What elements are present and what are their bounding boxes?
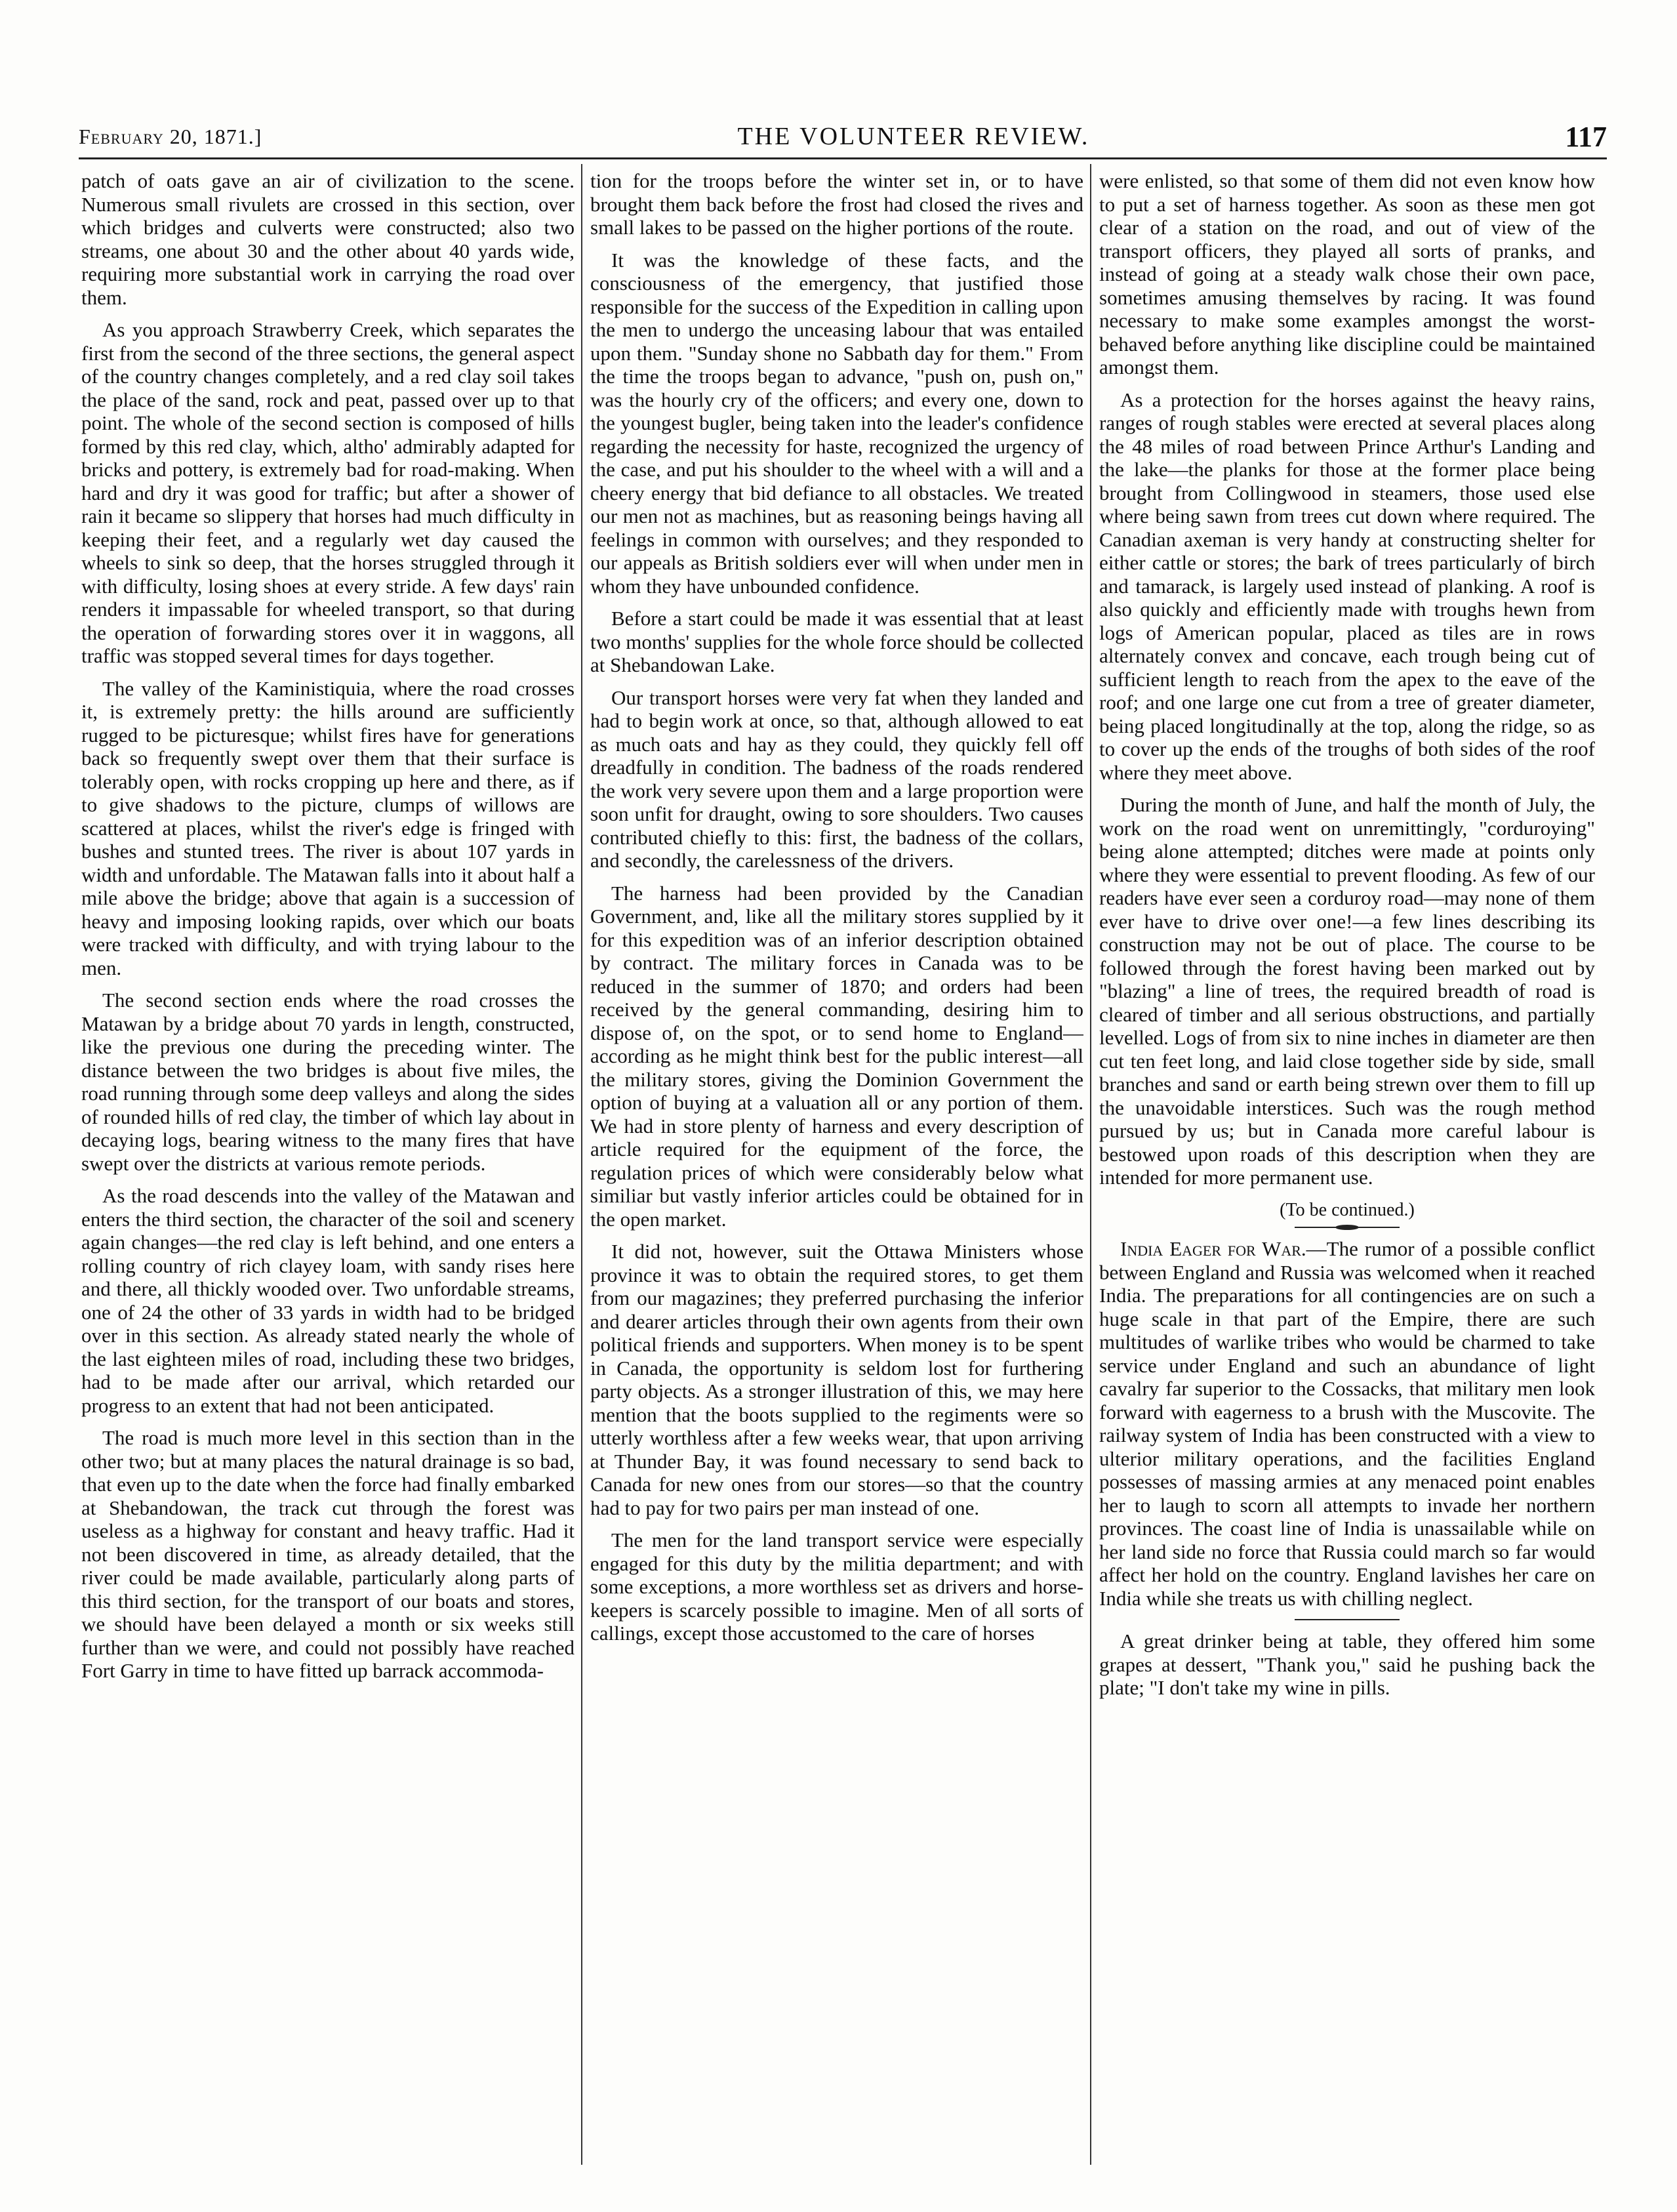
paragraph: As a protection for the horses against the heavy rains, ranges of rough stables were erected at several places along the 48 miles of road between Prince Arthur's Landing and the lake—the planks for those at the former place being brought from Collingwood in steamers, those used else where being sawn from trees cut down where required. The Canadian axeman is very handy at constructing shelter for either cattle or stores; the bark of trees particularly of birch and tamarack, is largely used instead of planking. A roof is also quickly and efficiently made with troughs hewn from logs of American popular, placed as tiles are in rows alternately convex and concave, each trough being cut of sufficient length to reach from the apex to the eave of the roof; and one large one cut from a tree of greater diameter, being placed longitudinally at the top, along the ridge, so as to cover up the ends of the troughs of both sides of the roof where they meet above.	[1099, 388, 1595, 784]
paragraph: As the road descends into the valley of the Matawan and enters the third section, the character of the soil and scenery again changes—the red clay is left behind, and one enters a rolling country of rich clayey loam, with sandy rises here and there, all thickly wooded over. Two unfordable streams, one of 24 the other of 33 yards in width had to be bridged over in this section. As already stated nearly the whole of the last eighteen miles of road, including these two bridges, had to be made after our arrival, which retarded our progress to an extent that had not been anticipated.	[81, 1184, 575, 1417]
paragraph: The road is much more level in this section than in the other two; but at many places the natural drainage is so bad, that even up to the date when the force had finally embarked at Shebandowan, the track cut through the forest was useless as a highway for constant and heavy traffic. Had it not been discovered in time, as already detailed, that the river could be made available, particularly along parts of this third section, for the transport of our boats and stores, we should have been delayed a month or six weeks still further than we were, and could not possibly have reached Fort Garry in time to have fitted up barrack accommoda-	[81, 1426, 575, 1682]
paragraph: During the month of June, and half the month of July, the work on the road went on unremittingly, "corduroying" being alone attempted; ditches were made at points only where they were essential to prevent flooding. As few of our readers have ever seen a corduroy road—may none of them ever have to drive over one!—a few lines describing its construction may not be out of place. The course to be followed through the forest having been marked out by "blazing" a line of trees, the required breadth of road is cleared of timber and all serious obstructions, and partially levelled. Logs of from six to nine inches in diameter are then cut ten feet long, and laid close together side by side, small branches and sand or earth being strewn over them to fill up the unavoidable interstices. Such was the rough method pursued by us; but in Canada more careful labour is bestowed upon roads of this description when they are intended for more permanent use.	[1099, 793, 1595, 1189]
paragraph: It was the knowledge of these facts, and the consciousness of the emergency, that justified those responsible for the success of the Expedition in calling upon the men to undergo the unceasing labour that was entailed upon them. "Sunday shone no Sabbath day for them." From the time the troops began to advance, "push on, push on," was the hourly cry of the officers; and every one, down to the youngest bugler, being taken into the leader's confidence regarding the necessity for haste, recognized the urgency of the case, and put his shoulder to the wheel with a will and a cheery energy that bid defiance to all obstacles. We treated our men not as machines, but as reasoning beings having all feelings in common with ourselves; and they responded to our appeals as British soldiers ever will when under men in whom they have unbounded confidence.	[590, 248, 1083, 598]
page-number: 117	[1565, 120, 1607, 153]
column-2	[590, 169, 1083, 2163]
paragraph: Our transport horses were very fat when they landed and had to begin work at once, so that, although allowed to eat as much oats and hay as they could, they quickly fell off dreadfully in condition. The badness of the roads rendered the work very severe upon them and a large proportion were soon unfit for draught, owing to sore shoulders. Two causes contributed chiefly to this: first, the badness of the collars, and secondly, the carelessness of the drivers.	[590, 686, 1083, 872]
issue-date: February 20, 1871.]	[79, 124, 262, 148]
paragraph: were enlisted, so that some of them did not even know how to put a set of harness together. As soon as these men got clear of a station on the road, and out of view of the transport officers, they played all sorts of pranks, and instead of going at a steady walk chose their own pace, sometimes amusing themselves by racing. It was found necessary to make some examples amongst the worst-behaved before anything like discipline could be maintained amongst them.	[1099, 169, 1595, 379]
column-3	[1099, 169, 1595, 2163]
paragraph: patch of oats gave an air of civilization to the scene. Numerous small rivulets are crossed in this section, over which bridges and culverts were constructed; also two streams, one about 30 and the other about 40 yards wide, requiring more substantial work in carrying the road over them.	[81, 169, 575, 309]
article-india	[1099, 1237, 1595, 1610]
to-be-continued: (To be continued.)	[1280, 1199, 1415, 1220]
paragraph: tion for the troops before the winter set in, or to have brought them back before the frost had closed the rives and small lakes to be passed on the higher portions of the route.	[590, 169, 1083, 239]
paragraph: The second section ends where the road crosses the Matawan by a bridge about 70 yards in length, constructed, like the previous one during the preceding winter. The distance between the two bridges is about five miles, the road running through some deep valleys and along the sides of rounded hills of red clay, the timber of which lay about in decaying logs, bearing witness to the many fires that have swept over the districts at various remote periods.	[81, 989, 575, 1175]
paragraph: The valley of the Kaministiquia, where the road crosses it, is extremely pretty: the hills around are sufficiently rugged to be picturesque; whilst fires have for generations back so frequently swept over them that their surface is tolerably open, with rocks cropping up here and there, as if to give shadows to the picture, clumps of willows are scattered at places, whilst the river's edge is fringed with bushes and stunted trees. The river is about 107 yards in width and unfordable. The Matawan falls into it about half a mile above the bridge; above that again is a succession of heavy and imposing looking rapids, over which our boats were tracked with difficulty, and with trying labour to the men.	[81, 676, 575, 979]
column-divider	[581, 164, 582, 2165]
paragraph: Before a start could be made it was essential that at least two months' supplies for the whole force should be collected at Shebandowan Lake.	[590, 607, 1083, 676]
column-divider	[1090, 164, 1091, 2165]
paragraph: It did not, however, suit the Ottawa Ministers whose province it was to obtain the required stores, to get them from our magazines; they preferred purchasing the inferior and dearer articles through their own agents from their own political friends and supporters. When money is to be spent in Canada, the opportunity is seldom lost for furthering party objects. As a stronger illustration of this, we may here mention that the boots supplied to the regiments were so utterly worthless after a few weeks wear, that upon arriving at Thunder Bay, it was found necessary to send back to Canada for new ones from our stores—so that the country had to pay for two pairs per man instead of one.	[590, 1240, 1083, 1519]
column-1	[81, 169, 575, 2163]
article-divider	[1295, 1227, 1400, 1228]
page-header	[79, 117, 1607, 156]
article-heading: India Eager for War.	[1120, 1237, 1306, 1260]
article-body: —The rumor of a possible conflict between England and Russia was welcomed when it reached India. The preparations for all contingencies are on such a huge scale in that part of the Empire, there are such multitudes of warlike tribes who would be charmed to take service under England and such an abundance of light cavalry far superior to the Cossacks, that military men look forward with eagerness to a brush with the Muscovite. The railway system of India has been constructed with a view to ulterior military operations, and the facilities England possesses of massing armies at any menaced point enables her to laugh to scorn all attempts to invade her northern provinces. The coast line of India is unassailable while on her land side no force that Russia could march so far would affect her hold on the country. England lavishes her care on India while she treats us with chilling neglect.	[1099, 1237, 1595, 1610]
paragraph: The men for the land transport service were especially engaged for this duty by the militia department; and with some exceptions, a more worthless set as drivers and horse-keepers is scarcely possible to imagine. Men of all sorts of callings, except those accustomed to the care of horses	[590, 1528, 1083, 1645]
paragraph: As you approach Strawberry Creek, which separates the first from the second of the three sections, the general aspect of the country changes completely, and a red clay soil takes the place of the sand, rock and peat, passed over up to that point. The whole of the second section is composed of hills formed by this red clay, which, altho' admirably adapted for bricks and pottery, is extremely bad for road-making. When hard and dry it was good for traffic; but after a shower of rain it became so slippery that horses had much difficulty in keeping their feet, and a regularly wet day caused the wheels to sink so deep, that the horses struggled through it with difficulty, losing shoes at every stride. A few days' rain renders it impassable for wheeled transport, so that during the operation of forwarding stores over it in waggons, all traffic was stopped several times for days together.	[81, 318, 575, 667]
publication-title: THE VOLUNTEER REVIEW.	[737, 123, 1090, 150]
paragraph: A great drinker being at table, they offered him some grapes at dessert, "Thank you," said he pushing back the plate; "I don't take my wine in pills.	[1099, 1629, 1595, 1699]
article-divider	[1295, 1619, 1400, 1620]
header-rule	[79, 157, 1607, 159]
paragraph: The harness had been provided by the Canadian Government, and, like all the military stores supplied by it for this expedition was of an inferior description obtained by contract. The military forces in Canada was to be reduced in the summer of 1870; and orders had been received by the general commanding, desiring him to dispose of, on the spot, or to send home to England—according as he might think best for the public interest—all the military stores, giving the Dominion Government the option of buying at a valuation all or any portion of them. We had in store plenty of harness and every description of article required for the equipment of the force, the regulation prices of which were considerably below what similiar but vastly inferior articles could be obtained for in the open market.	[590, 881, 1083, 1231]
